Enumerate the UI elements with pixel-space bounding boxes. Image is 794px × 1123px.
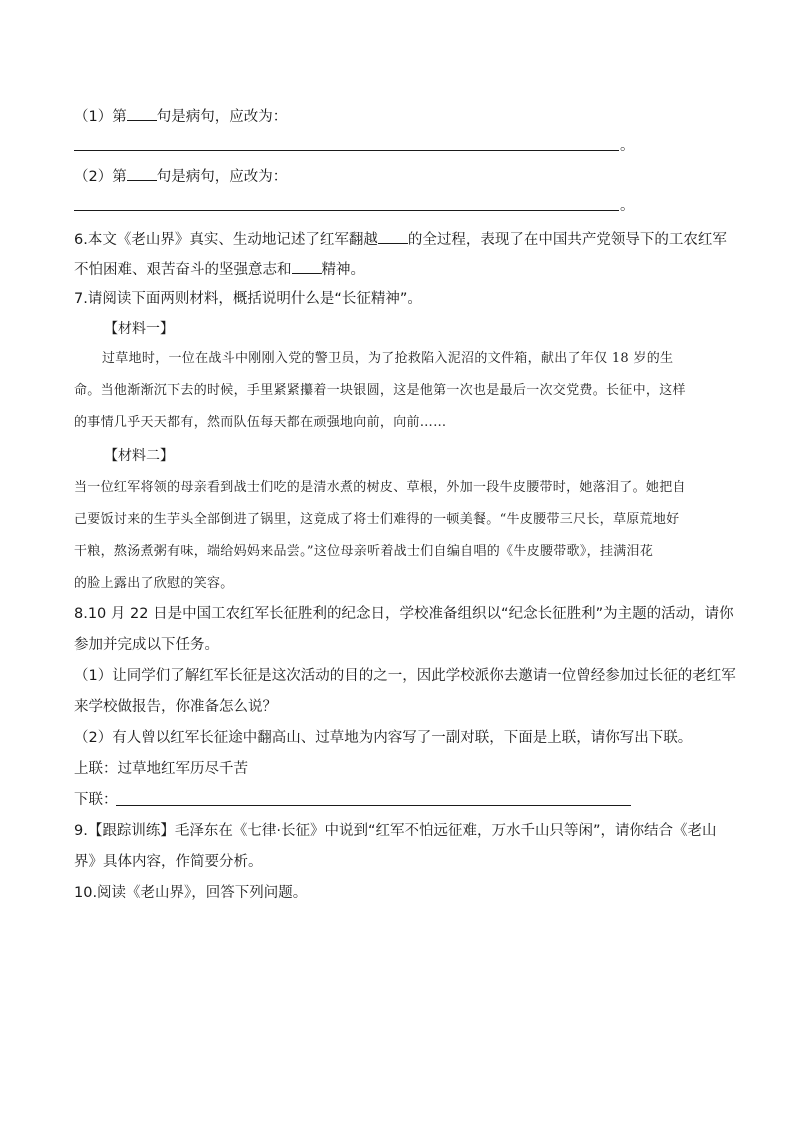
- q5-sub1-prefix: （1）第: [74, 109, 127, 125]
- q8-sub1-line2: 来学校做报告，你准备怎么说？: [74, 699, 277, 715]
- q7-material2-line: 的脸上露出了欣慰的笑容。: [74, 576, 234, 591]
- q6-line1: [74, 229, 727, 249]
- q5-sub1: [74, 106, 287, 126]
- q6-blank2[interactable]: [292, 259, 322, 274]
- q7-material2-line: 当一位红军将领的母亲看到战士们吃的是清水煮的树皮、草根，外加一段牛皮腰带时，她落泪了。她把自: [74, 480, 686, 495]
- q5-sub1-answer-line[interactable]: [74, 150, 619, 151]
- q5-sub1-suffix: 句是病句，应改为：: [156, 109, 288, 125]
- q5-sub1-number-blank[interactable]: [127, 106, 157, 121]
- q7-material2-line: 己要饭讨来的生芋头全部倒进了锅里，这竟成了将士们难得的一顿美餐。“牛皮腰带三尺长，草原荒地好: [74, 512, 680, 527]
- q6-text-part4: 精神。: [321, 262, 365, 278]
- q6-text-part2: 的全过程，表现了在中国共产党领导下的工农红军: [407, 232, 727, 248]
- q7-material2-line: 干粮，熬汤煮粥有味，端给妈妈来品尝。”这位母亲听着战士们自编自唱的《牛皮腰带歌》，挂满泪花: [74, 544, 654, 559]
- q10-line1: 10.阅读《老山界》，回答下列问题。: [74, 885, 308, 901]
- q6-text-part1: 6.本文《老山界》真实、生动地记述了红军翻越: [74, 232, 378, 248]
- q8-lower-couplet-label: 下联：: [74, 792, 118, 808]
- q5-sub1-period: 。: [620, 138, 635, 154]
- q7-prompt: 7.请阅读下面两则材料，概括说明什么是“长征精神”。: [74, 291, 422, 307]
- q5-sub2-suffix: 句是病句，应改为：: [156, 169, 288, 185]
- q8-line2: 参加并完成以下任务。: [74, 637, 219, 653]
- q5-sub2-prefix: （2）第: [74, 169, 127, 185]
- q5-sub2-answer-line[interactable]: [74, 210, 619, 211]
- q8-upper-couplet: 上联：过草地红军历尽千苦: [74, 761, 248, 777]
- q8-lower-couplet-answer-line[interactable]: [116, 805, 631, 806]
- q7-material1-line: 过草地时，一位在战斗中刚刚入党的警卫员，为了抢救陷入泥沼的文件箱，献出了年仅 18 岁的生: [102, 351, 674, 366]
- q6-text-part3: 不怕困难、艰苦奋斗的坚强意志和: [74, 262, 292, 278]
- q7-material1-line: 命。当他渐渐沉下去的时候，手里紧紧攥着一块银圆，这是他第一次也是最后一次交党费。长征中，这样: [74, 383, 686, 398]
- q6-blank1[interactable]: [378, 229, 408, 244]
- q5-sub2-number-blank[interactable]: [127, 166, 157, 181]
- q7-material2-heading: 【材料二】: [104, 448, 174, 464]
- q8-sub1-line1: （1）让同学们了解红军长征是这次活动的目的之一，因此学校派你去邀请一位曾经参加过长征的老红军: [74, 668, 736, 684]
- q7-material1-heading: 【材料一】: [104, 321, 174, 337]
- q7-material1-line: 的事情几乎天天都有，然而队伍每天都在顽强地向前，向前……: [74, 415, 447, 430]
- q9-line2: 界》具体内容，作简要分析。: [74, 854, 263, 870]
- q5-sub2: [74, 166, 287, 186]
- q5-sub2-period: 。: [620, 198, 635, 214]
- q8-sub2: （2）有人曾以红军长征途中翻高山、过草地为内容写了一副对联，下面是上联，请你写出下联。: [74, 730, 693, 746]
- q6-line2: [74, 259, 365, 279]
- q8-line1: 8.10 月 22 日是中国工农红军长征胜利的纪念日，学校准备组织以“纪念长征胜利”为主题的活动，请你: [74, 606, 734, 622]
- q9-line1: 9.【跟踪训练】毛泽东在《七律·长征》中说到“红军不怕远征难，万水千山只等闲”，请你结合《老山: [74, 823, 717, 839]
